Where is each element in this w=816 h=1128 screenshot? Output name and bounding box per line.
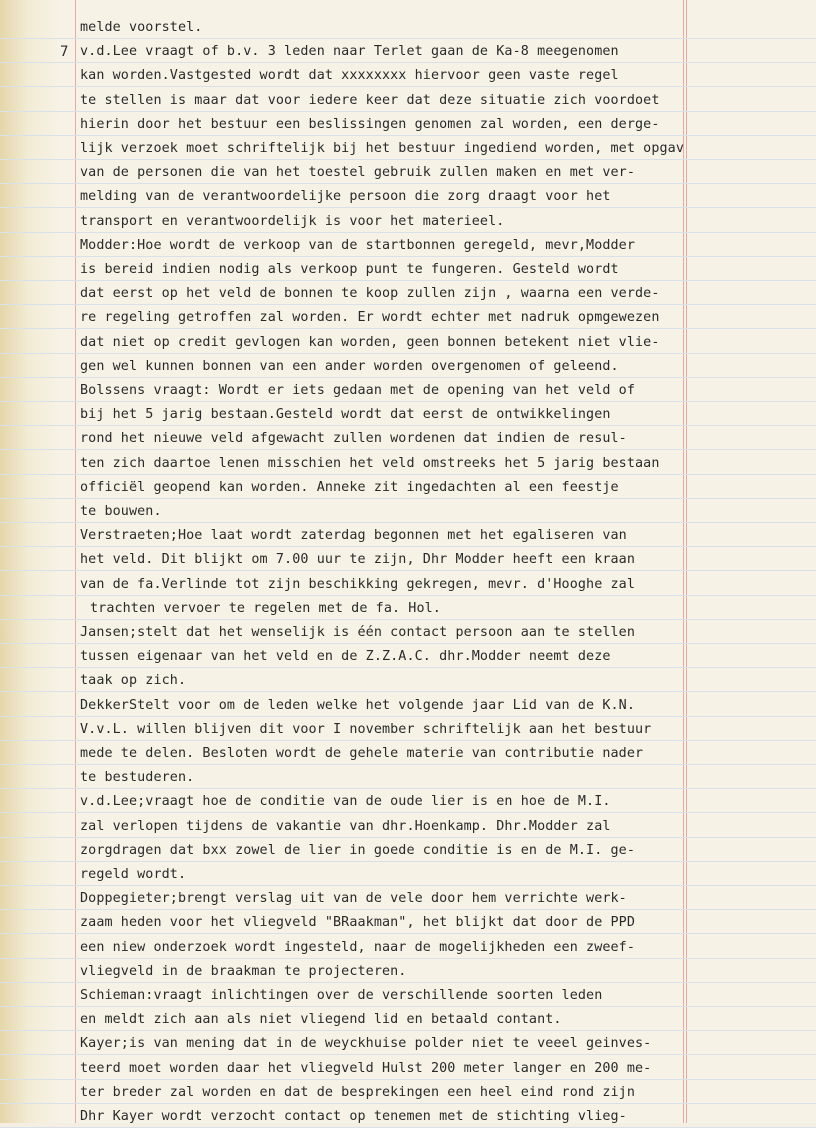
ruled-line bbox=[0, 909, 816, 910]
text-line: trachten vervoer te regelen met de fa. Hol. bbox=[90, 600, 441, 616]
ruled-line bbox=[0, 837, 816, 838]
text-line: zal verlopen tijdens de vakantie van dhr.Hoenkamp. Dhr.Modder zal bbox=[80, 818, 611, 834]
ruled-line bbox=[0, 498, 816, 499]
text-line: dat eerst op het veld de bonnen te koop zullen zijn , waarna een verde- bbox=[80, 286, 660, 302]
text-line: V.v.L. willen blijven dit voor I november schriftelijk aan het bestuur bbox=[80, 721, 652, 737]
text-line: Kayer;is van mening dat in de weyckhuise polder niet te veeel geinves- bbox=[80, 1036, 652, 1052]
text-line: DekkerStelt voor om de leden welke het volgende jaar Lid van de K.N. bbox=[80, 697, 636, 713]
ruled-line bbox=[0, 522, 816, 523]
ruled-line bbox=[0, 982, 816, 983]
ruled-line bbox=[0, 933, 816, 934]
ruled-line bbox=[0, 1079, 816, 1080]
text-line: bij het 5 jarig bestaan.Gesteld wordt dat eerst de ontwikkelingen bbox=[80, 407, 611, 423]
ruled-line bbox=[0, 643, 816, 644]
ruled-line bbox=[0, 764, 816, 765]
ruled-line bbox=[0, 449, 816, 450]
text-line: zorgdragen dat bxx zowel de lier in goede conditie is en de M.I. ge- bbox=[80, 842, 636, 858]
text-line: dat niet op credit gevlogen kan worden, geen bonnen betekent niet vlie- bbox=[80, 334, 660, 350]
ruled-line bbox=[0, 570, 816, 571]
text-line: officiël geopend kan worden. Anneke zit ingedachten al een feestje bbox=[80, 479, 619, 495]
text-line: gen wel kunnen bonnen van een ander worden overgenomen of geleend. bbox=[80, 358, 619, 374]
ruled-line bbox=[0, 207, 816, 208]
ruled-line bbox=[0, 667, 816, 668]
ruled-line bbox=[0, 619, 816, 620]
text-line: mede te delen. Besloten wordt de gehele materie van contributie nader bbox=[80, 746, 644, 761]
ruled-line bbox=[0, 377, 816, 378]
ruled-line bbox=[0, 691, 816, 692]
ruled-line bbox=[0, 62, 816, 63]
text-line: melding van de verantwoordelijke persoon die zorg draagt voor het bbox=[80, 189, 611, 205]
ruled-line bbox=[0, 1103, 816, 1104]
text-line: ter breder zal worden en dat de besprekingen een heel eind rond zijn bbox=[80, 1084, 636, 1100]
text-line: vliegveld in de braakman te projecteren. bbox=[80, 963, 407, 979]
text-line: en meldt zich aan als niet vliegend lid en betaald contant. bbox=[80, 1012, 562, 1028]
margin-rule-right bbox=[683, 0, 684, 1123]
ruled-line bbox=[0, 232, 816, 233]
margin-rule-left bbox=[75, 0, 76, 1123]
ruled-line bbox=[0, 595, 816, 596]
text-line: van de personen die van het toestel gebruik zullen maken en met ver- bbox=[80, 165, 636, 181]
ruled-line bbox=[0, 716, 816, 717]
text-line: lijk verzoek moet schriftelijk bij het bestuur ingediend worden, met opgav bbox=[80, 141, 684, 156]
ruled-line bbox=[0, 86, 816, 87]
text-line: een niew onderzoek wordt ingesteld, naar de mogelijkheden een zweef- bbox=[80, 939, 636, 955]
ruled-line bbox=[0, 1030, 816, 1031]
text-line: te bouwen. bbox=[80, 504, 162, 519]
text-line: Bolssens vraagt: Wordt er iets gedaan met de opening van het veld of bbox=[80, 383, 636, 398]
text-line: het veld. Dit blijkt om 7.00 uur te zijn, Dhr Modder heeft een kraan bbox=[80, 552, 636, 568]
text-line: zaam heden voor het vliegveld "BRaakman", het blijkt dat door de PPD bbox=[80, 915, 636, 931]
ruled-line bbox=[0, 111, 816, 112]
ruled-line bbox=[0, 861, 816, 862]
text-line: v.d.Lee;vraagt hoe de conditie van de oude lier is en hoe de M.I. bbox=[80, 794, 611, 810]
text-line: rond het nieuwe veld afgewacht zullen wordenen dat indien de resul- bbox=[80, 431, 627, 447]
text-line: Schieman:vraagt inlichtingen over de verschillende soorten leden bbox=[80, 988, 603, 1003]
text-line: v.d.Lee vraagt of b.v. 3 leden naar Terlet gaan de Ka-8 meegenomen bbox=[80, 44, 619, 60]
margin-rule-right-double bbox=[686, 0, 687, 1123]
text-line: melde voorstel. bbox=[80, 20, 203, 35]
text-line: hierin door het bestuur een beslissingen genomen zal worden, een derge- bbox=[80, 116, 660, 132]
ruled-line bbox=[0, 958, 816, 959]
text-line: re regeling getroffen zal worden. Er wordt echter met nadruk opmgewezen bbox=[80, 310, 660, 326]
text-line: Jansen;stelt dat het wenselijk is één contact persoon aan te stellen bbox=[80, 625, 636, 640]
text-line: Doppegieter;brengt verslag uit van de vele door hem verrichte werk- bbox=[80, 891, 627, 907]
ruled-line bbox=[0, 1054, 816, 1055]
ruled-line bbox=[0, 328, 816, 329]
text-line: te stellen is maar dat voor iedere keer dat deze situatie zich voordoet bbox=[80, 92, 660, 108]
ruled-line bbox=[0, 38, 816, 39]
ruled-line bbox=[0, 401, 816, 402]
text-line: is bereid indien nodig als verkoop punt te fungeren. Gesteld wordt bbox=[80, 262, 619, 277]
text-line: Verstraeten;Hoe laat wordt zaterdag begonnen met het egaliseren van bbox=[80, 528, 627, 544]
text-line: ten zich daartoe lenen misschien het veld omstreeks het 5 jarig bestaan bbox=[80, 455, 660, 471]
text-line: Dhr Kayer wordt verzocht contact op tenemen met de stichting vlieg- bbox=[80, 1109, 627, 1124]
ruled-line bbox=[0, 546, 816, 547]
ruled-line bbox=[0, 425, 816, 426]
ruled-line bbox=[0, 812, 816, 813]
text-line: tussen eigenaar van het veld en de Z.Z.A.C. dhr.Modder neemt deze bbox=[80, 649, 611, 665]
text-line: kan worden.Vastgested wordt dat xxxxxxxx hiervoor geen vaste regel bbox=[80, 68, 619, 84]
ruled-line bbox=[0, 353, 816, 354]
ruled-line bbox=[0, 740, 816, 741]
text-line: van de fa.Verlinde tot zijn beschikking gekregen, mevr. d'Hooghe zal bbox=[80, 576, 636, 592]
item-number: 7 bbox=[60, 44, 69, 60]
ruled-line bbox=[0, 474, 816, 475]
ruled-line bbox=[0, 159, 816, 160]
ruled-line bbox=[0, 1006, 816, 1007]
text-line: transport en verantwoordelijk is voor het materieel. bbox=[80, 213, 505, 229]
ruled-line bbox=[0, 183, 816, 184]
ruled-line bbox=[0, 135, 816, 136]
text-line: Modder:Hoe wordt de verkoop van de startbonnen geregeld, mevr,Modder bbox=[80, 237, 636, 253]
ruled-line bbox=[0, 304, 816, 305]
ruled-line bbox=[0, 788, 816, 789]
ruled-line bbox=[0, 256, 816, 257]
text-line: regeld wordt. bbox=[80, 867, 187, 882]
text-line: te bestuderen. bbox=[80, 770, 195, 786]
ruled-line bbox=[0, 885, 816, 886]
text-line: taak op zich. bbox=[80, 673, 187, 689]
ruled-line bbox=[0, 280, 816, 281]
text-line: teerd moet worden daar het vliegveld Hulst 200 meter langer en 200 me- bbox=[80, 1060, 652, 1076]
